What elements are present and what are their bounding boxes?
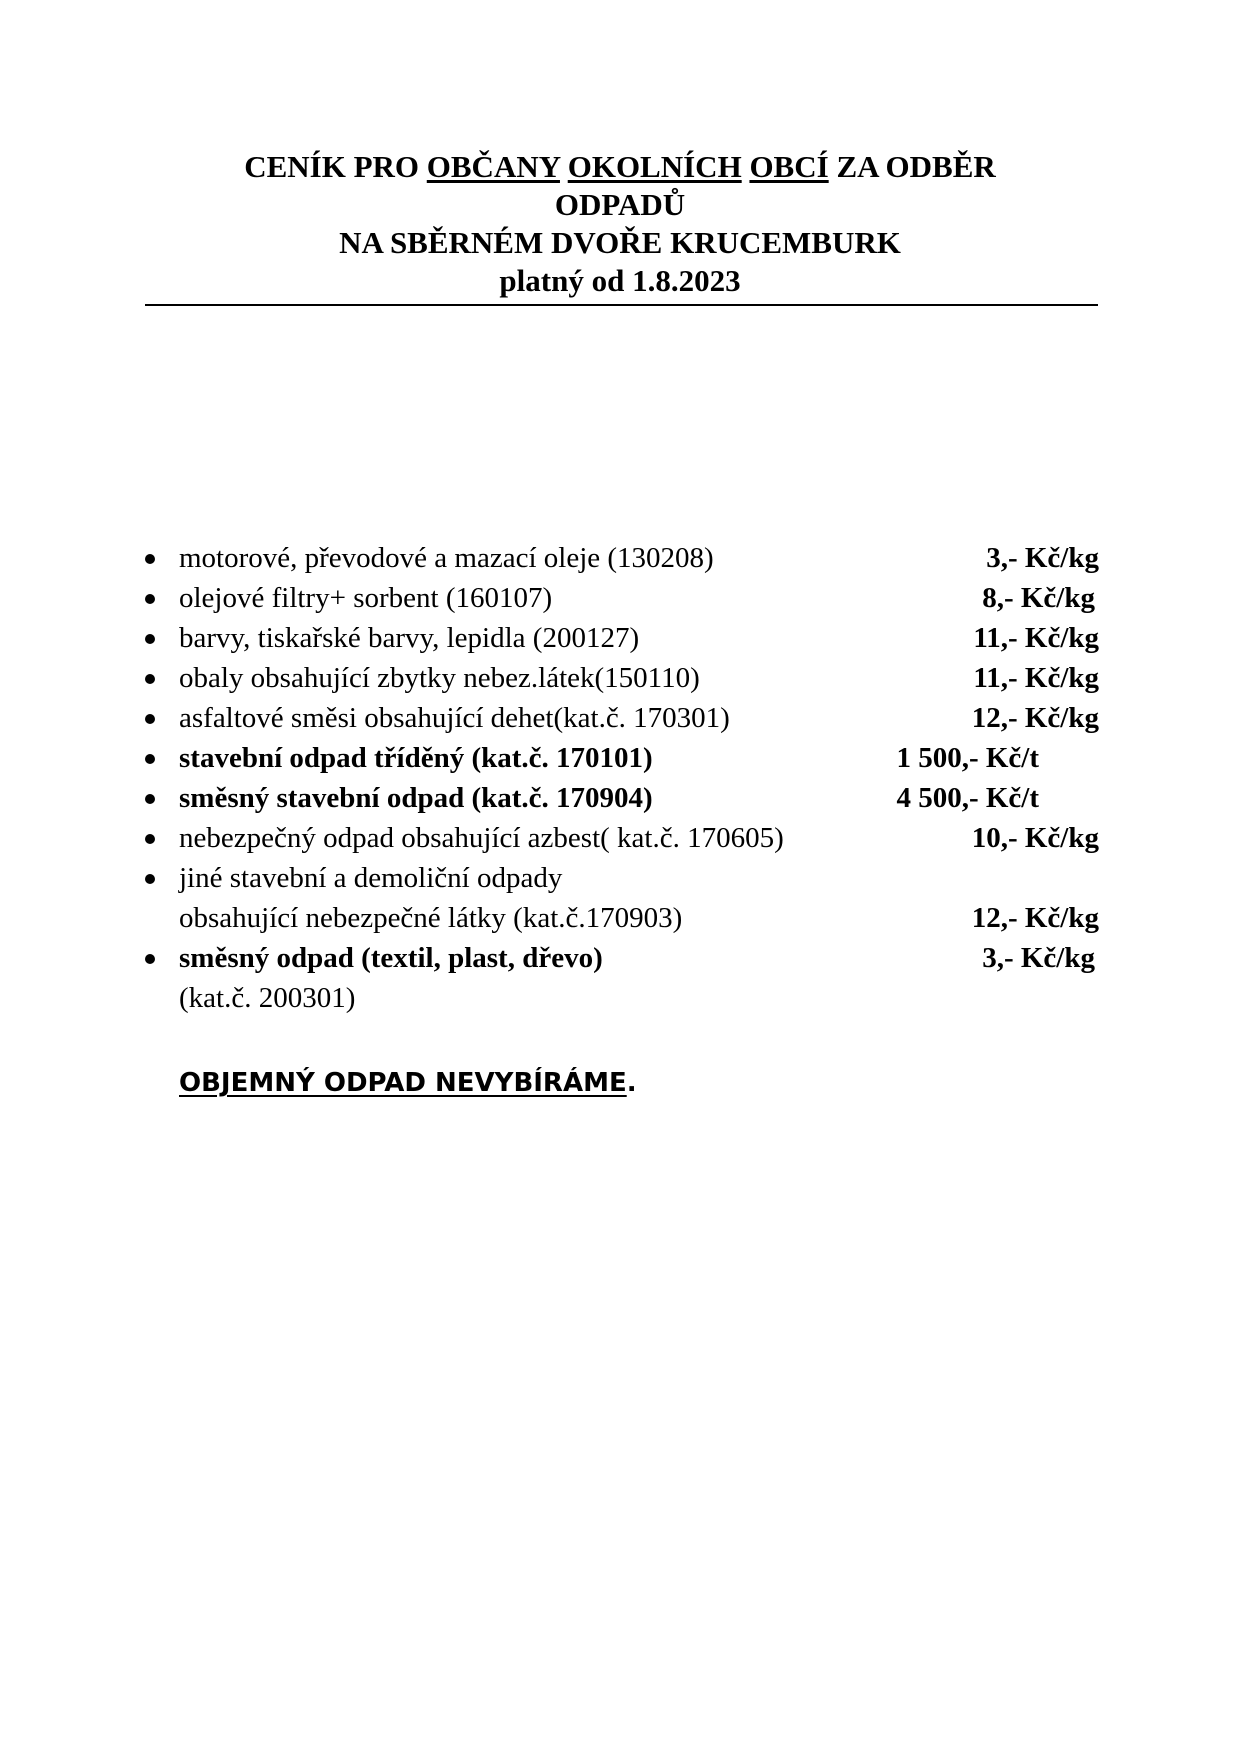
bullet-icon	[145, 794, 155, 804]
validity-date: platný od 1.8.2023	[499, 263, 741, 298]
title-underlined-obci: OBCÍ	[749, 149, 829, 184]
price-list	[139, 538, 1099, 1018]
item-label-continued: obsahující nebezpečné látky (kat.č.170903)	[179, 902, 683, 934]
bulky-waste-notice	[179, 1068, 637, 1098]
item-price: 3,- Kč/kg	[982, 942, 1095, 974]
list-item	[139, 778, 1099, 818]
item-price: 8,- Kč/kg	[982, 582, 1095, 614]
item-label: směsný stavební odpad (kat.č. 170904)	[179, 782, 653, 814]
item-label: nebezpečný odpad obsahující azbest( kat.č. 170605)	[179, 822, 784, 854]
list-item	[139, 578, 1099, 618]
title-line-2: ODPADŮ	[554, 187, 686, 222]
list-item	[139, 538, 1099, 578]
item-price: 11,- Kč/kg	[973, 662, 1099, 694]
title-text: CENÍK PRO	[244, 149, 427, 184]
item-price: 10,- Kč/kg	[971, 822, 1099, 854]
bullet-icon	[145, 634, 155, 644]
item-label: směsný odpad (textil, plast, dřevo)	[179, 942, 603, 974]
bullet-icon	[145, 714, 155, 724]
item-price: 1 500,- Kč/t	[896, 742, 1039, 774]
item-label: olejové filtry+ sorbent (160107)	[179, 582, 553, 614]
header-divider	[145, 304, 1098, 306]
bullet-icon	[145, 674, 155, 684]
item-price: 11,- Kč/kg	[973, 622, 1099, 654]
notice-text: OBJEMNÝ ODPAD NEVYBÍRÁME	[179, 1068, 627, 1098]
bullet-icon	[145, 754, 155, 764]
list-item	[139, 618, 1099, 658]
title-text: ZA ODBĚR	[828, 149, 996, 184]
bullet-icon	[145, 954, 155, 964]
bullet-icon	[145, 594, 155, 604]
item-label: barvy, tiskařské barvy, lepidla (200127)	[179, 622, 640, 654]
list-item	[139, 658, 1099, 698]
item-label: asfaltové směsi obsahující dehet(kat.č. 170301)	[179, 702, 730, 734]
item-price: 3,- Kč/kg	[986, 542, 1099, 574]
item-label: motorové, převodové a mazací oleje (130208)	[179, 542, 714, 574]
item-price: 12,- Kč/kg	[971, 702, 1099, 734]
bullet-icon	[145, 874, 155, 884]
bullet-icon	[145, 554, 155, 564]
list-item	[139, 858, 1099, 938]
list-item	[139, 938, 1099, 1018]
title-line-1	[0, 148, 1240, 186]
bullet-icon	[145, 834, 155, 844]
page-title	[0, 148, 1240, 300]
list-item	[139, 698, 1099, 738]
list-item	[139, 818, 1099, 858]
list-item	[139, 738, 1099, 778]
item-label-continued: (kat.č. 200301)	[179, 982, 356, 1014]
title-underlined-okolnich: OKOLNÍCH	[567, 149, 742, 184]
notice-suffix: .	[626, 1068, 637, 1098]
title-underlined-obcany: OBČANY	[426, 149, 560, 184]
title-line-3: NA SBĚRNÉM DVOŘE KRUCEMBURK	[339, 225, 901, 260]
item-label: jiné stavební a demoliční odpady	[179, 862, 563, 894]
item-price: 12,- Kč/kg	[971, 902, 1099, 934]
item-label: obaly obsahující zbytky nebez.látek(150110)	[179, 662, 700, 694]
item-label: stavební odpad tříděný (kat.č. 170101)	[179, 742, 653, 774]
item-price: 4 500,- Kč/t	[896, 782, 1039, 814]
